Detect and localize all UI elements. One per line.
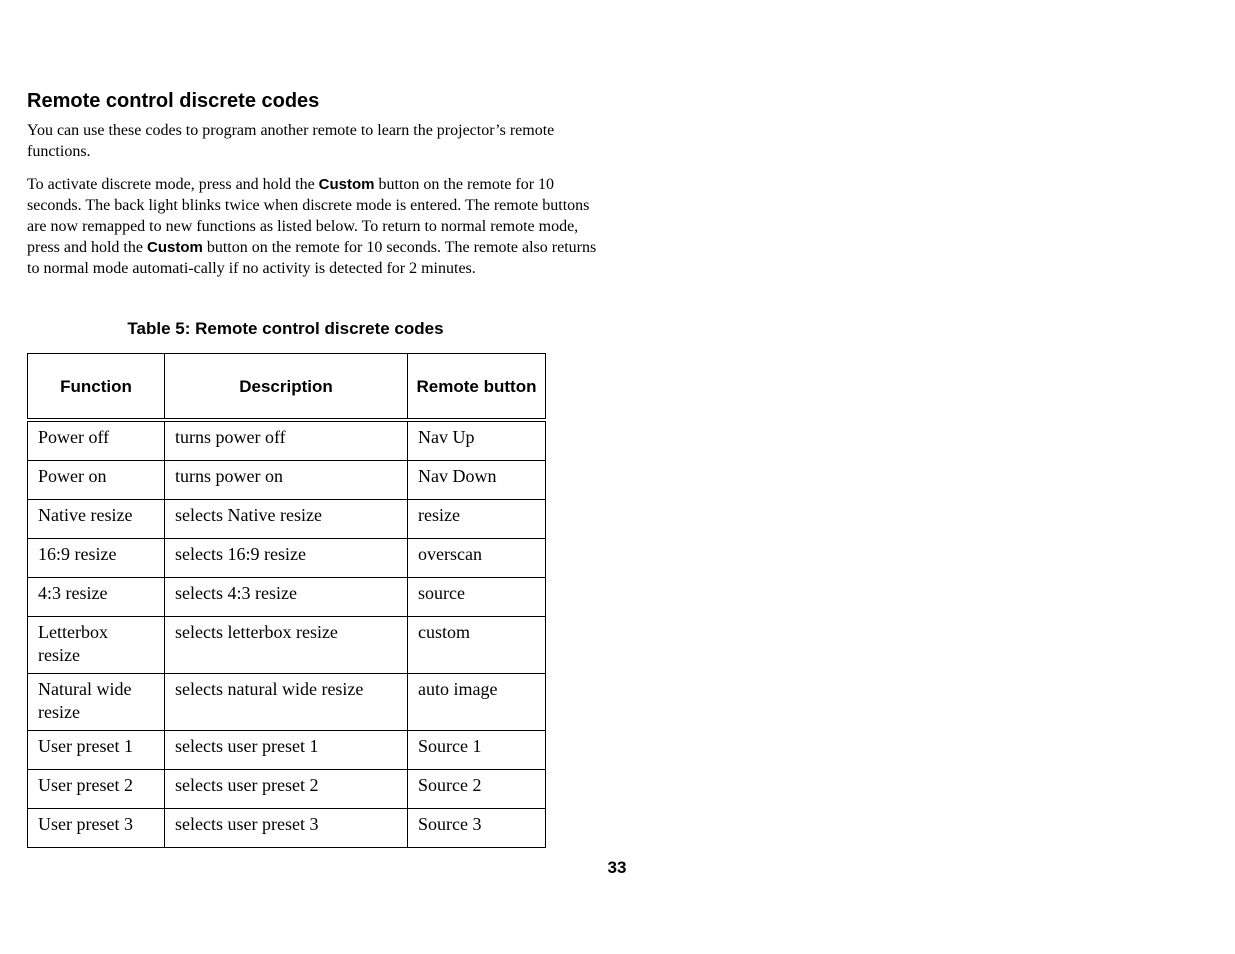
cell-function: User preset 3 [28, 809, 165, 848]
cell-description: turns power on [165, 461, 408, 500]
table-row [28, 770, 546, 809]
cell-description: selects letterbox resize [165, 617, 408, 674]
cell-description: selects natural wide resize [165, 674, 408, 731]
cell-description: selects user preset 3 [165, 809, 408, 848]
cell-remote-button: overscan [408, 539, 546, 578]
cell-remote-button: custom [408, 617, 546, 674]
cell-remote-button: resize [408, 500, 546, 539]
custom-button-term: Custom [146, 239, 203, 256]
table-header-row [28, 354, 546, 421]
cell-function: 4:3 resize [28, 578, 165, 617]
cell-function: Native resize [28, 500, 165, 539]
header-function: Function [28, 354, 165, 421]
custom-button-term: Custom [318, 176, 375, 193]
cell-function: Power off [28, 420, 165, 461]
cell-function: Power on [28, 461, 165, 500]
header-remote-button: Remote button [408, 354, 546, 421]
intro-paragraph: You can use these codes to program another remote to learn the projector’s remote functions. [27, 122, 555, 160]
cell-remote-button: source [408, 578, 546, 617]
table-row [28, 731, 546, 770]
table-row [28, 461, 546, 500]
cell-remote-button: Nav Down [408, 461, 546, 500]
cell-remote-button: Source 2 [408, 770, 546, 809]
table-row [28, 809, 546, 848]
discrete-codes-table [27, 353, 546, 848]
table-row [28, 539, 546, 578]
cell-remote-button: Source 3 [408, 809, 546, 848]
table-row [28, 674, 546, 731]
table-row [28, 420, 546, 461]
cell-description: selects Native resize [165, 500, 408, 539]
cell-remote-button: auto image [408, 674, 546, 731]
section-heading: Remote control discrete codes [27, 90, 320, 112]
table-caption: Table 5: Remote control discrete codes [127, 319, 444, 338]
cell-description: selects 16:9 resize [165, 539, 408, 578]
table-row [28, 617, 546, 674]
cell-remote-button: Nav Up [408, 420, 546, 461]
cell-remote-button: Source 1 [408, 731, 546, 770]
table-row [28, 578, 546, 617]
cell-function: Natural wide resize [28, 674, 165, 731]
header-description: Description [165, 354, 408, 421]
cell-description: selects user preset 1 [165, 731, 408, 770]
cell-function: User preset 1 [28, 731, 165, 770]
table-row [28, 500, 546, 539]
instructions-text: button on the remote for 10 seconds. The back light blinks twice when discrete mode is entered. The remote buttons are now remapped to new functions as listed below. To return to normal remote mode, press and hold the [27, 176, 590, 256]
cell-description: selects user preset 2 [165, 770, 408, 809]
cell-description: selects 4:3 resize [165, 578, 408, 617]
instructions-paragraph [27, 174, 602, 279]
cell-function: Letterbox resize [28, 617, 165, 674]
cell-function: 16:9 resize [28, 539, 165, 578]
cell-function: User preset 2 [28, 770, 165, 809]
instructions-text: button on the remote for 10 seconds. The remote also returns to normal mode automati-cally if no activity is detected for 2 minutes. [27, 239, 597, 277]
page-number: 33 [607, 858, 627, 877]
instructions-text: To activate discrete mode, press and hold the [27, 176, 319, 193]
cell-description: turns power off [165, 420, 408, 461]
